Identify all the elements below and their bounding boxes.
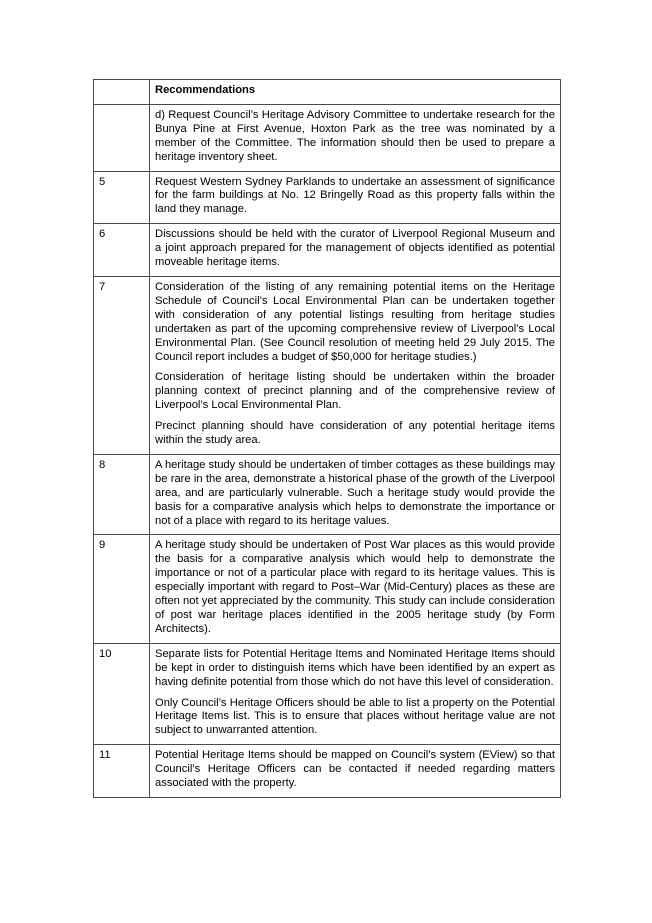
recommendation-paragraph: A heritage study should be undertaken of timber cottages as these buildings may be rare in the area, demonstrate a historical phase of the growth of the Liverpool area, and are particularly vulnerable. Such a heritage study would provide the basis for a comparative analysis which helps to demonstrate the importance or not of a place with regard to its heritage values. xyxy=(155,458,555,527)
recommendation-paragraph: Request Western Sydney Parklands to undertake an assessment of significance for the farm buildings at No. 12 Bringelly Road as this property falls within the land they manage. xyxy=(155,175,555,216)
recommendation-text-cell xyxy=(150,104,561,171)
recommendation-number: 8 xyxy=(94,454,150,535)
table-row xyxy=(94,454,561,535)
table-row xyxy=(94,535,561,643)
recommendation-paragraph: Discussions should be held with the curator of Liverpool Regional Museum and a joint approach prepared for the management of objects identified as potential moveable heritage items. xyxy=(155,228,555,269)
recommendation-number xyxy=(94,104,150,171)
recommendation-number: 10 xyxy=(94,643,150,744)
recommendation-text-cell xyxy=(150,454,561,535)
table-row xyxy=(94,643,561,744)
recommendation-text-cell xyxy=(150,224,561,277)
table-row xyxy=(94,224,561,277)
recommendation-paragraph: Separate lists for Potential Heritage Items and Nominated Heritage Items should be kept in order to distinguish items which have been identified by an expert as having definite potential from those which do not have this level of consideration. xyxy=(155,647,555,688)
header-recommendations: Recommendations xyxy=(150,80,561,105)
table-header-row xyxy=(94,80,561,105)
recommendation-number: 6 xyxy=(94,224,150,277)
table-row xyxy=(94,745,561,798)
recommendation-number: 5 xyxy=(94,171,150,224)
table-row xyxy=(94,104,561,171)
recommendation-paragraph: Consideration of the listing of any remaining potential items on the Heritage Schedule of Council’s Local Environmental Plan can be undertaken together with consideration of any potential listings resulting from heritage studies undertaken as part of the upcoming comprehensive review of Liverpool’s Local Environmental Plan. (See Council resolution of meeting held 29 July 2015. The Council report includes a budget of $50,000 for heritage studies.) xyxy=(155,280,555,363)
recommendation-paragraph: d) Request Council’s Heritage Advisory Committee to undertake research for the Bunya Pine at First Avenue, Hoxton Park as the tree was nominated by a member of the Committee. The information should then be used to prepare a heritage inventory sheet. xyxy=(155,108,555,163)
header-number-cell xyxy=(94,80,150,105)
recommendation-paragraph: Consideration of heritage listing should be undertaken within the broader planning context of precinct planning and of the comprehensive review of Liverpool’s Local Environmental Plan. xyxy=(155,371,555,412)
recommendation-text-cell xyxy=(150,276,561,454)
recommendation-number: 11 xyxy=(94,745,150,798)
recommendation-text-cell xyxy=(150,535,561,643)
recommendation-number: 7 xyxy=(94,276,150,454)
table-row xyxy=(94,171,561,224)
recommendation-paragraph: Precinct planning should have consideration of any potential heritage items within the study area. xyxy=(155,420,555,447)
recommendation-paragraph: Only Council’s Heritage Officers should be able to list a property on the Potential Heritage Items list. This is to ensure that places without heritage value are not subject to unwarranted attention. xyxy=(155,696,555,737)
recommendation-number: 9 xyxy=(94,535,150,643)
table-row xyxy=(94,276,561,454)
recommendation-text-cell xyxy=(150,171,561,224)
recommendation-paragraph: Potential Heritage Items should be mapped on Council’s system (EView) so that Council’s Heritage Officers can be contacted if needed regarding matters associated with the property. xyxy=(155,749,555,790)
recommendation-paragraph: A heritage study should be undertaken of Post War places as this would provide the basis for a comparative analysis which would help to demonstrate the importance or not of a particular place with regard to its heritage values. This is especially important with regard to Post–War (Mid-Century) places as these are often not yet appreciated by the community. This study can include consideration of post war heritage places identified in the 2005 heritage study (by Form Architects). xyxy=(155,539,555,635)
recommendations-table xyxy=(93,79,561,798)
recommendation-text-cell xyxy=(150,745,561,798)
recommendation-text-cell xyxy=(150,643,561,744)
